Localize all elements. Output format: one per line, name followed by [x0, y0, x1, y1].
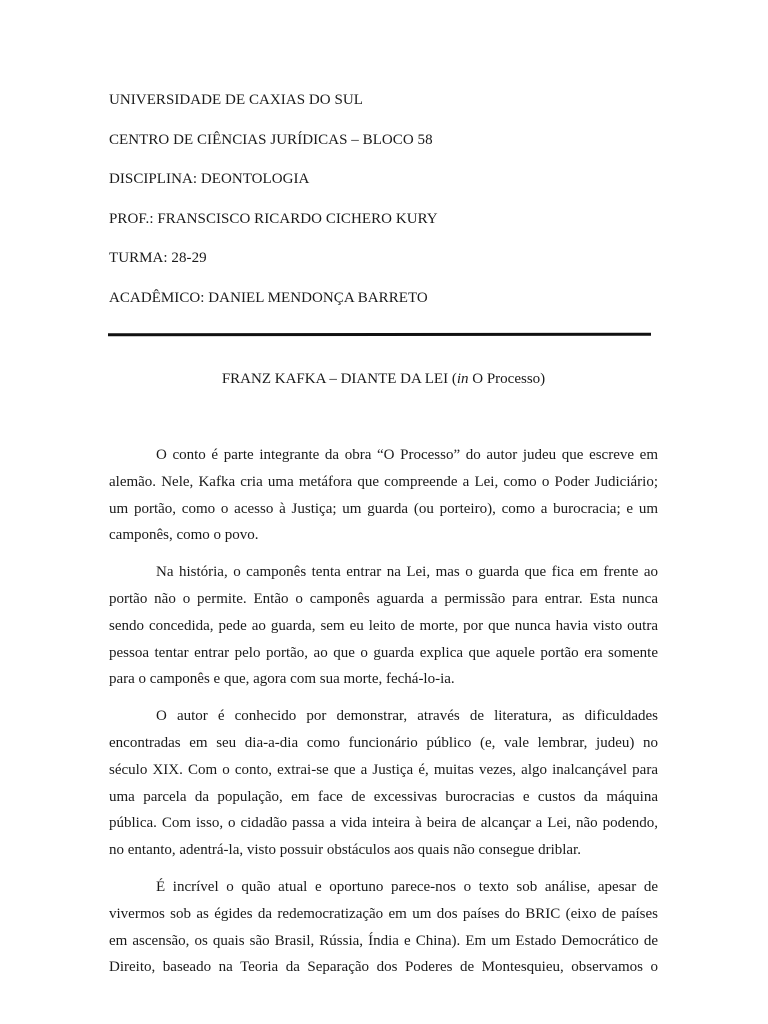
- paragraph-line: É incrível o quão atual e oportuno parece-nos o texto sob análise, apesar de: [156, 878, 658, 895]
- university-name: UNIVERSIDADE DE CAXIAS DO SUL: [109, 92, 363, 108]
- class-line: TURMA: 28-29: [109, 250, 207, 267]
- paragraph-line: pública. Com isso, o cidadão passa a vida inteira à beira de alcançar a Lei, não podendo,: [109, 815, 658, 832]
- professor-line: PROF.: FRANSCISCO RICARDO CICHERO KURY: [109, 210, 438, 227]
- paragraph: [109, 703, 658, 864]
- title-italic: in: [456, 371, 469, 387]
- paragraph-line: sendo concedida, pede ao guarda, sem eu leito de morte, por que nunca havia visto outra: [109, 617, 658, 634]
- paragraph-line: alemão. Nele, Kafka cria uma metáfora que compreende a Lei, como o Poder Judiciário;: [109, 473, 658, 490]
- paragraph-line: vivermos sob as égides da redemocratização em um dos países do BRIC (eixo de países: [109, 905, 658, 922]
- discipline-line: DISCIPLINA: DEONTOLOGIA: [109, 171, 310, 188]
- paragraph: [109, 559, 658, 693]
- header-separator: [108, 333, 651, 337]
- paragraph-line: portão não o permite. Então o camponês aguarda a permissão para entrar. Esta nunca: [109, 590, 658, 607]
- title-suffix: O Processo): [468, 371, 546, 387]
- paragraph: [109, 874, 658, 981]
- paragraph: [109, 442, 658, 549]
- document-title: [109, 369, 658, 389]
- paragraph-line: O conto é parte integrante da obra “O Processo” do autor judeu que escreve em: [156, 447, 658, 463]
- paragraph-line: encontradas em seu dia-a-dia como funcionário público (e, vale lembrar, judeu) no: [109, 734, 658, 751]
- paragraph-line: pessoa tentar entrar pelo portão, ao que o guarda explica que aquele portão era somente: [109, 644, 658, 661]
- paragraph-line: no entanto, adentrá-la, visto possuir obstáculos aos quais não consegue driblar.: [109, 842, 581, 859]
- paragraph-line: uma parcela da população, em face de excessivas burocracias e custos da máquina: [109, 788, 658, 805]
- paragraph-line: Direito, baseado na Teoria da Separação dos Poderes de Montesquieu, observamos o: [109, 959, 658, 976]
- center-name: CENTRO DE CIÊNCIAS JURÍDICAS – BLOCO 58: [109, 131, 433, 148]
- paragraph-line: um portão, como o acesso à Justiça; um guarda (ou porteiro), como a burocracia; e um: [109, 500, 658, 517]
- paragraph-line: O autor é conhecido por demonstrar, através de literatura, as dificuldades: [156, 708, 658, 725]
- paragraph-line: século XIX. Com o conto, extrai-se que a Justiça é, muitas vezes, algo inalcançável para: [109, 761, 658, 778]
- document-body: [109, 442, 658, 991]
- paragraph-line: camponês, como o povo.: [109, 527, 259, 544]
- paragraph-line: Na história, o camponês tenta entrar na Lei, mas o guarda que fica em frente ao: [156, 564, 658, 581]
- paragraph-line: em ascensão, os quais são Brasil, Rússia, Índia e China). Em um Estado Democrático de: [109, 932, 658, 949]
- document-header: [109, 90, 669, 328]
- paragraph-line: para o camponês e que, agora com sua morte, fechá-lo-ia.: [109, 671, 455, 688]
- title-prefix: FRANZ KAFKA – DIANTE DA LEI (: [221, 371, 457, 387]
- student-line: ACADÊMICO: DANIEL MENDONÇA BARRETO: [109, 289, 428, 306]
